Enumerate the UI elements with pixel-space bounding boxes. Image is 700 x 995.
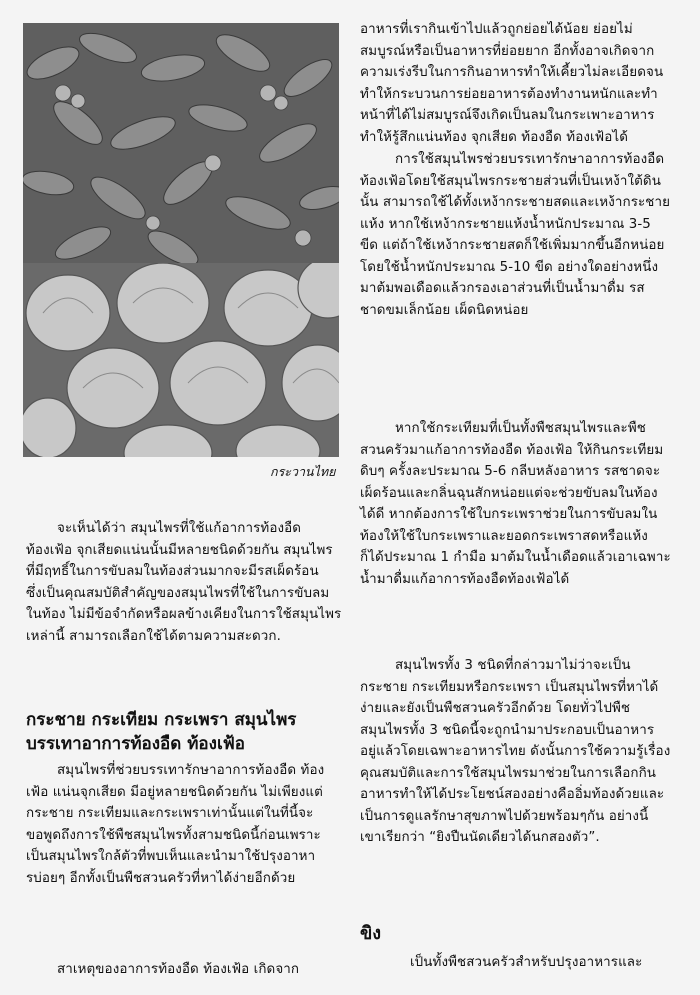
text-line: ขอพูดถึงการใช้พืชสมุนไพรทั้งสามชนิดนี้ก่อนเพราะ xyxy=(26,827,321,843)
text-line: อาหารที่เรากินเข้าไปแล้วถูกย่อยได้น้อย ย่อยไม่ xyxy=(360,22,633,37)
text-line: กระชาย กระเทียมและกระเพราเท่านั้นแต่ในที่นี้จะ xyxy=(26,806,314,821)
section-heading-herbs xyxy=(26,708,296,756)
text-line: รบ่อยๆ อีกทั้งเป็นพืชสวนครัวที่หาได้ง่ายอีกด้วย xyxy=(26,870,296,886)
left-paragraph-3 xyxy=(26,959,299,981)
text-line: อาหารทำให้ได้ประโยชน์สองอย่างคืออิ่มท้องด้วยและ xyxy=(360,787,665,802)
right-paragraph-1 xyxy=(360,19,663,148)
herb-photo xyxy=(23,23,339,457)
text-line: ก็ได้ประมาณ 1 กำมือ มาต้มในน้ำเดือดแล้วเอาเฉพาะ xyxy=(360,550,671,565)
text-line: เป็นการดูแลรักษาสุขภาพไปด้วยพร้อมๆกัน อย่างนี้ xyxy=(360,808,649,824)
text-line: จะเห็นได้ว่า สมุนไพรที่ใช้แก้อาการท้องอืด xyxy=(57,521,302,536)
text-line: น้ำมาดื่มแก้อาการท้องอืดท้องเฟ้อได้ xyxy=(360,571,570,587)
text-line: เผ็ดร้อนและกลิ่นฉุนสักหน่อยแต่จะช่วยขับลมในท้อง xyxy=(360,485,658,501)
text-line: สมุนไพรทั้ง 3 ชนิดที่กล่าวมาไม่ว่าจะเป็น xyxy=(395,658,631,673)
text-line: นั้น สามารถใช้ได้ทั้งเหง้ากระชายสดและเหง้ากระชาย xyxy=(360,195,671,210)
text-line: ท้องเฟ้อโดยใช้สมุนไพรกระชายส่วนที่เป็นเหง้าใต้ดิน xyxy=(360,173,661,189)
text-line: ท้องให้ใช้ใบกระเพราและยอดกระเพราสดหรือแห้ง xyxy=(360,528,648,544)
text-line: ที่มีฤทธิ์ในการขับลมในท้องส่วนมากจะมีรสเผ็ดร้อน xyxy=(26,564,319,579)
text-line: ง่ายและยังเป็นพืชสวนครัวอีกด้วย โดยทั่วไปพืช xyxy=(360,701,631,716)
text-line: ท้องเฟ้อ จุกเสียดแน่นนั้นมีหลายชนิดด้วยกัน สมุนไพร xyxy=(26,542,333,558)
text-line: ขีด แต่ถ้าใช้เหง้ากระชายสดก็ใช้เพิ่มมากขึ้นอีกหน่อย xyxy=(360,238,665,253)
text-line: ในท้อง ไม่มีข้อจำกัดหรือผลข้างเคียงในการใช้สมุนไพร xyxy=(26,607,342,622)
text-line: เขาเรียกว่า “ยิงปืนนัดเดียวได้นกสองตัว”. xyxy=(360,830,600,845)
right-paragraph-3 xyxy=(360,418,671,590)
text-line: สมุนไพรที่ช่วยบรรเทารักษาอาการท้องอืด ท้อง xyxy=(57,763,325,778)
text-line: อยู่แล้วโดยเฉพาะอาหารไทย ดังนั้นการใช้ความรู้เรื่อง xyxy=(360,744,671,759)
text-line: แห้ง หากใช้เหง้ากระชายแห้งน้ำหนักประมาณ 3-5 xyxy=(360,216,651,232)
leaves-image xyxy=(23,23,339,263)
text-line: เป็นสมุนไพรใกล้ตัวที่พบเห็นและนำมาใช้ปรุงอาหา xyxy=(26,849,316,864)
text-line: ความเร่งรีบในการกินอาหารทำให้เคี้ยวไม่ละเอียดจน xyxy=(360,65,664,80)
section-heading-ginger: ขิง xyxy=(360,923,382,944)
left-paragraph-1 xyxy=(26,518,341,647)
photo-caption: กระวานไทย xyxy=(270,464,336,479)
text-line: สาเหตุของอาการท้องอืด ท้องเฟ้อ เกิดจาก xyxy=(57,962,300,977)
text-line: โดยใช้น้ำหนักประมาณ 5-10 ขีด อย่างใดอย่างหนึ่ง xyxy=(360,259,659,275)
text-line: คุณสมบัติและการใช้สมุนไพรมาช่วยในการเลือกกิน xyxy=(360,765,657,781)
text-line: เฟ้อ แน่นจุกเสียด มีอยู่หลายชนิดด้วยกัน ไม่เพียงแต่ xyxy=(26,784,323,800)
left-paragraph-2 xyxy=(26,760,324,889)
text-line: ชาดขมเล็กน้อย เผ็ดนิดหน่อย xyxy=(360,302,529,318)
right-paragraph-2 xyxy=(360,149,670,321)
text-line: การใช้สมุนไพรช่วยบรรเทารักษาอาการท้องอืด xyxy=(395,152,665,167)
text-line: เหล่านี้ สามารถเลือกใช้ได้ตามความสะดวก. xyxy=(26,628,281,644)
heading-line: บรรเทาอาการท้องอืด ท้องเฟ้อ xyxy=(26,734,245,754)
garlic-bulbs-image xyxy=(23,263,339,457)
text-line: ทำให้รู้สึกแน่นท้อง จุกเสียด ท้องอืด ท้องเฟ้อได้ xyxy=(360,129,629,145)
text-line: ได้ดี หากต้องการใช้ใบกระเพราช่วยในการขับลมใน xyxy=(360,507,658,522)
text-line: หน้าที่ได้ไม่สมบูรณ์จึงเกิดเป็นลมในกระเพาะอาหาร xyxy=(360,108,655,123)
text-line: ดิบๆ ครั้งละประมาณ 5-6 กลีบหลังอาหาร รสชาดจะ xyxy=(360,464,661,479)
right-paragraph-4 xyxy=(360,655,670,849)
right-paragraph-5 xyxy=(360,952,642,974)
text-line: ทำให้กระบวนการย่อยอาหารต้องทำงานหนักและทำ xyxy=(360,86,658,102)
text-line: เป็นทั้งพืชสวนครัวสำหรับปรุงอาหารและ xyxy=(410,955,643,970)
text-line: มาต้มพอเดือดแล้วกรองเอาส่วนที่เป็นน้ำมาดื่ม รส xyxy=(360,281,645,296)
text-line: สวนครัวมาแก้อาการท้องอืด ท้องเฟ้อ ให้กินกระเทียม xyxy=(360,442,664,458)
text-line: สมบูรณ์หรือเป็นอาหารที่ย่อยยาก อีกทั้งอาจเกิดจาก xyxy=(360,43,655,59)
heading-line: กระชาย กระเทียม กระเพรา สมุนไพร xyxy=(26,710,297,730)
text-line: สมุนไพรทั้ง 3 ชนิดนี้จะถูกนำมาประกอบเป็นอาหาร xyxy=(360,722,655,738)
text-line: ซึ่งเป็นคุณสมบัติสำคัญของสมุนไพรที่ใช้ในการขับลม xyxy=(26,585,330,601)
text-line: กระชาย กระเทียมหรือกระเพรา เป็นสมุนไพรที่หาได้ xyxy=(360,679,659,695)
text-line: หากใช้กระเทียมที่เป็นทั้งพืชสมุนไพรและพืช xyxy=(395,421,646,436)
